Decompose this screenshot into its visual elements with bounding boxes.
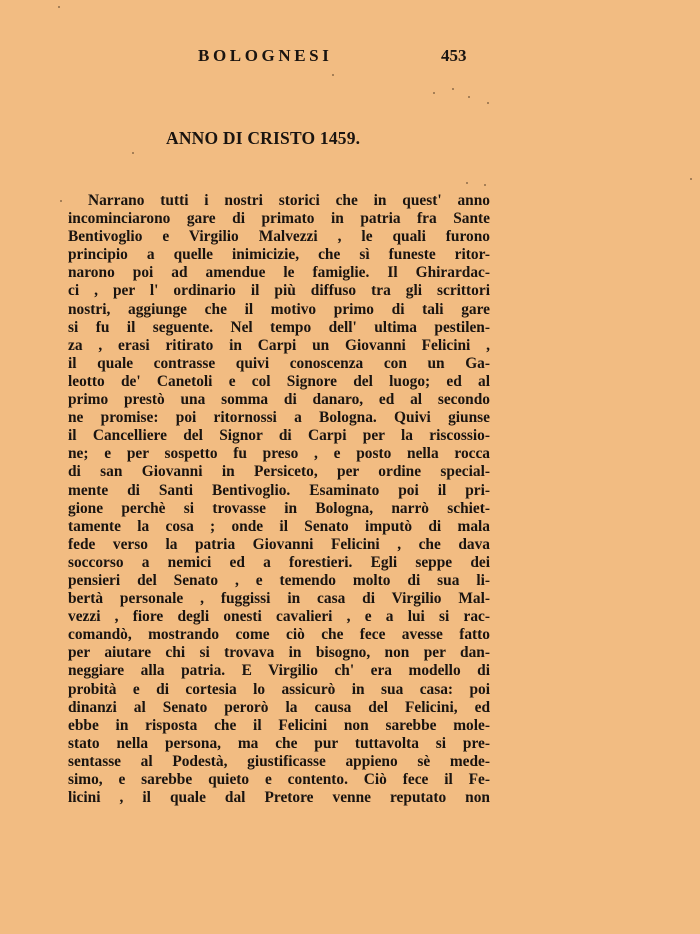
text-line: simo, e sarebbe quieto e contento. Ciò fece il Fe- (68, 771, 490, 788)
text-line: principio a quelle inimicizie, che sì funeste ritor- (68, 246, 490, 264)
running-title: BOLOGNESI (198, 46, 333, 65)
text-line: soccorso a nemici ed a forestieri. Egli seppe dei (68, 553, 490, 571)
section-title: ANNO DI CRISTO 1459. (166, 128, 361, 148)
text-line: leotto de' Canetoli e col Signore del luogo; ed al (68, 372, 490, 390)
text-line: di san Giovanni in Persiceto, per ordine special- (68, 463, 490, 481)
text-line: ne; e per sospetto fu preso , e posto nella rocca (68, 445, 490, 463)
text-line: bertà personale , fuggissi in casa di Virgilio Mal- (68, 590, 490, 608)
text-line: pensieri del Senato , e temendo molto di sua li- (68, 571, 490, 589)
text-line: il Cancelliere del Signor di Carpi per la riscossio- (68, 427, 490, 445)
body-text (68, 192, 490, 807)
text-line: fede verso la patria Giovanni Felicini , che dava (68, 535, 490, 553)
speck (484, 184, 486, 186)
text-line: ne promise: poi ritornossi a Bologna. Quivi giunse (68, 409, 490, 427)
speck (132, 152, 134, 154)
text-line: primo prestò una somma di danaro, ed al secondo (68, 391, 490, 409)
speck (466, 182, 468, 184)
speck (58, 6, 60, 8)
text-line: comandò, mostrando come ciò che fece avesse fatto (68, 626, 490, 644)
text-line: probità e di cortesia lo assicurò in sua casa: poi (68, 680, 490, 698)
text-line: il quale contrasse quivi conoscenza con un Ga- (68, 354, 490, 372)
text-line: sentasse al Podestà, giustificasse appieno sè mede- (68, 752, 490, 770)
text-line: neggiare alla patria. E Virgilio ch' era modello di (68, 662, 490, 680)
speck (332, 74, 334, 76)
text-line: licini , il quale dal Pretore venne reputato non (68, 789, 490, 807)
speck (487, 102, 489, 104)
text-line: Bentivoglio e Virgilio Malvezzi , le quali furono (68, 228, 490, 246)
text-line: mente di Santi Bentivoglio. Esaminato poi il pri- (68, 481, 490, 499)
text-line: stato nella persona, ma che pur tuttavolta si pre- (68, 734, 490, 752)
text-line: tamente la cosa ; onde il Senato imputò di mala (68, 517, 490, 535)
text-line: Narrano tutti i nostri storici che in quest' anno (88, 192, 490, 209)
text-line: si fu il seguente. Nel tempo dell' ultima pestilen- (68, 318, 490, 336)
text-line: za , erasi ritirato in Carpi un Giovanni Felicini , (68, 336, 490, 354)
speck (60, 200, 62, 202)
text-line: dinanzi al Senato perorò la causa del Felicini, ed (68, 698, 490, 716)
speck (468, 96, 470, 98)
text-line: narono poi ad amendue le famiglie. Il Ghirardac- (68, 264, 490, 282)
text-line: per aiutare chi si trovava in bisogno, non per dan- (68, 644, 490, 662)
running-head (0, 46, 700, 70)
speck (433, 92, 435, 94)
speck (452, 88, 454, 90)
text-line: incominciarono gare di primato in patria fra Sante (68, 210, 490, 228)
text-line: nostri, aggiunge che il motivo primo di tali gare (68, 300, 490, 318)
text-line: gione perchè si trovasse in Bologna, narrò schiet- (68, 499, 490, 517)
text-line: ebbe in risposta che il Felicini non sarebbe mole- (68, 716, 490, 734)
text-line: vezzi , fiore degli onesti cavalieri , e a lui si rac- (68, 608, 490, 626)
text-line: ci , per l' ordinario il più diffuso tra gli scrittori (68, 282, 490, 300)
page-number: 453 (441, 46, 467, 65)
speck (690, 178, 692, 180)
